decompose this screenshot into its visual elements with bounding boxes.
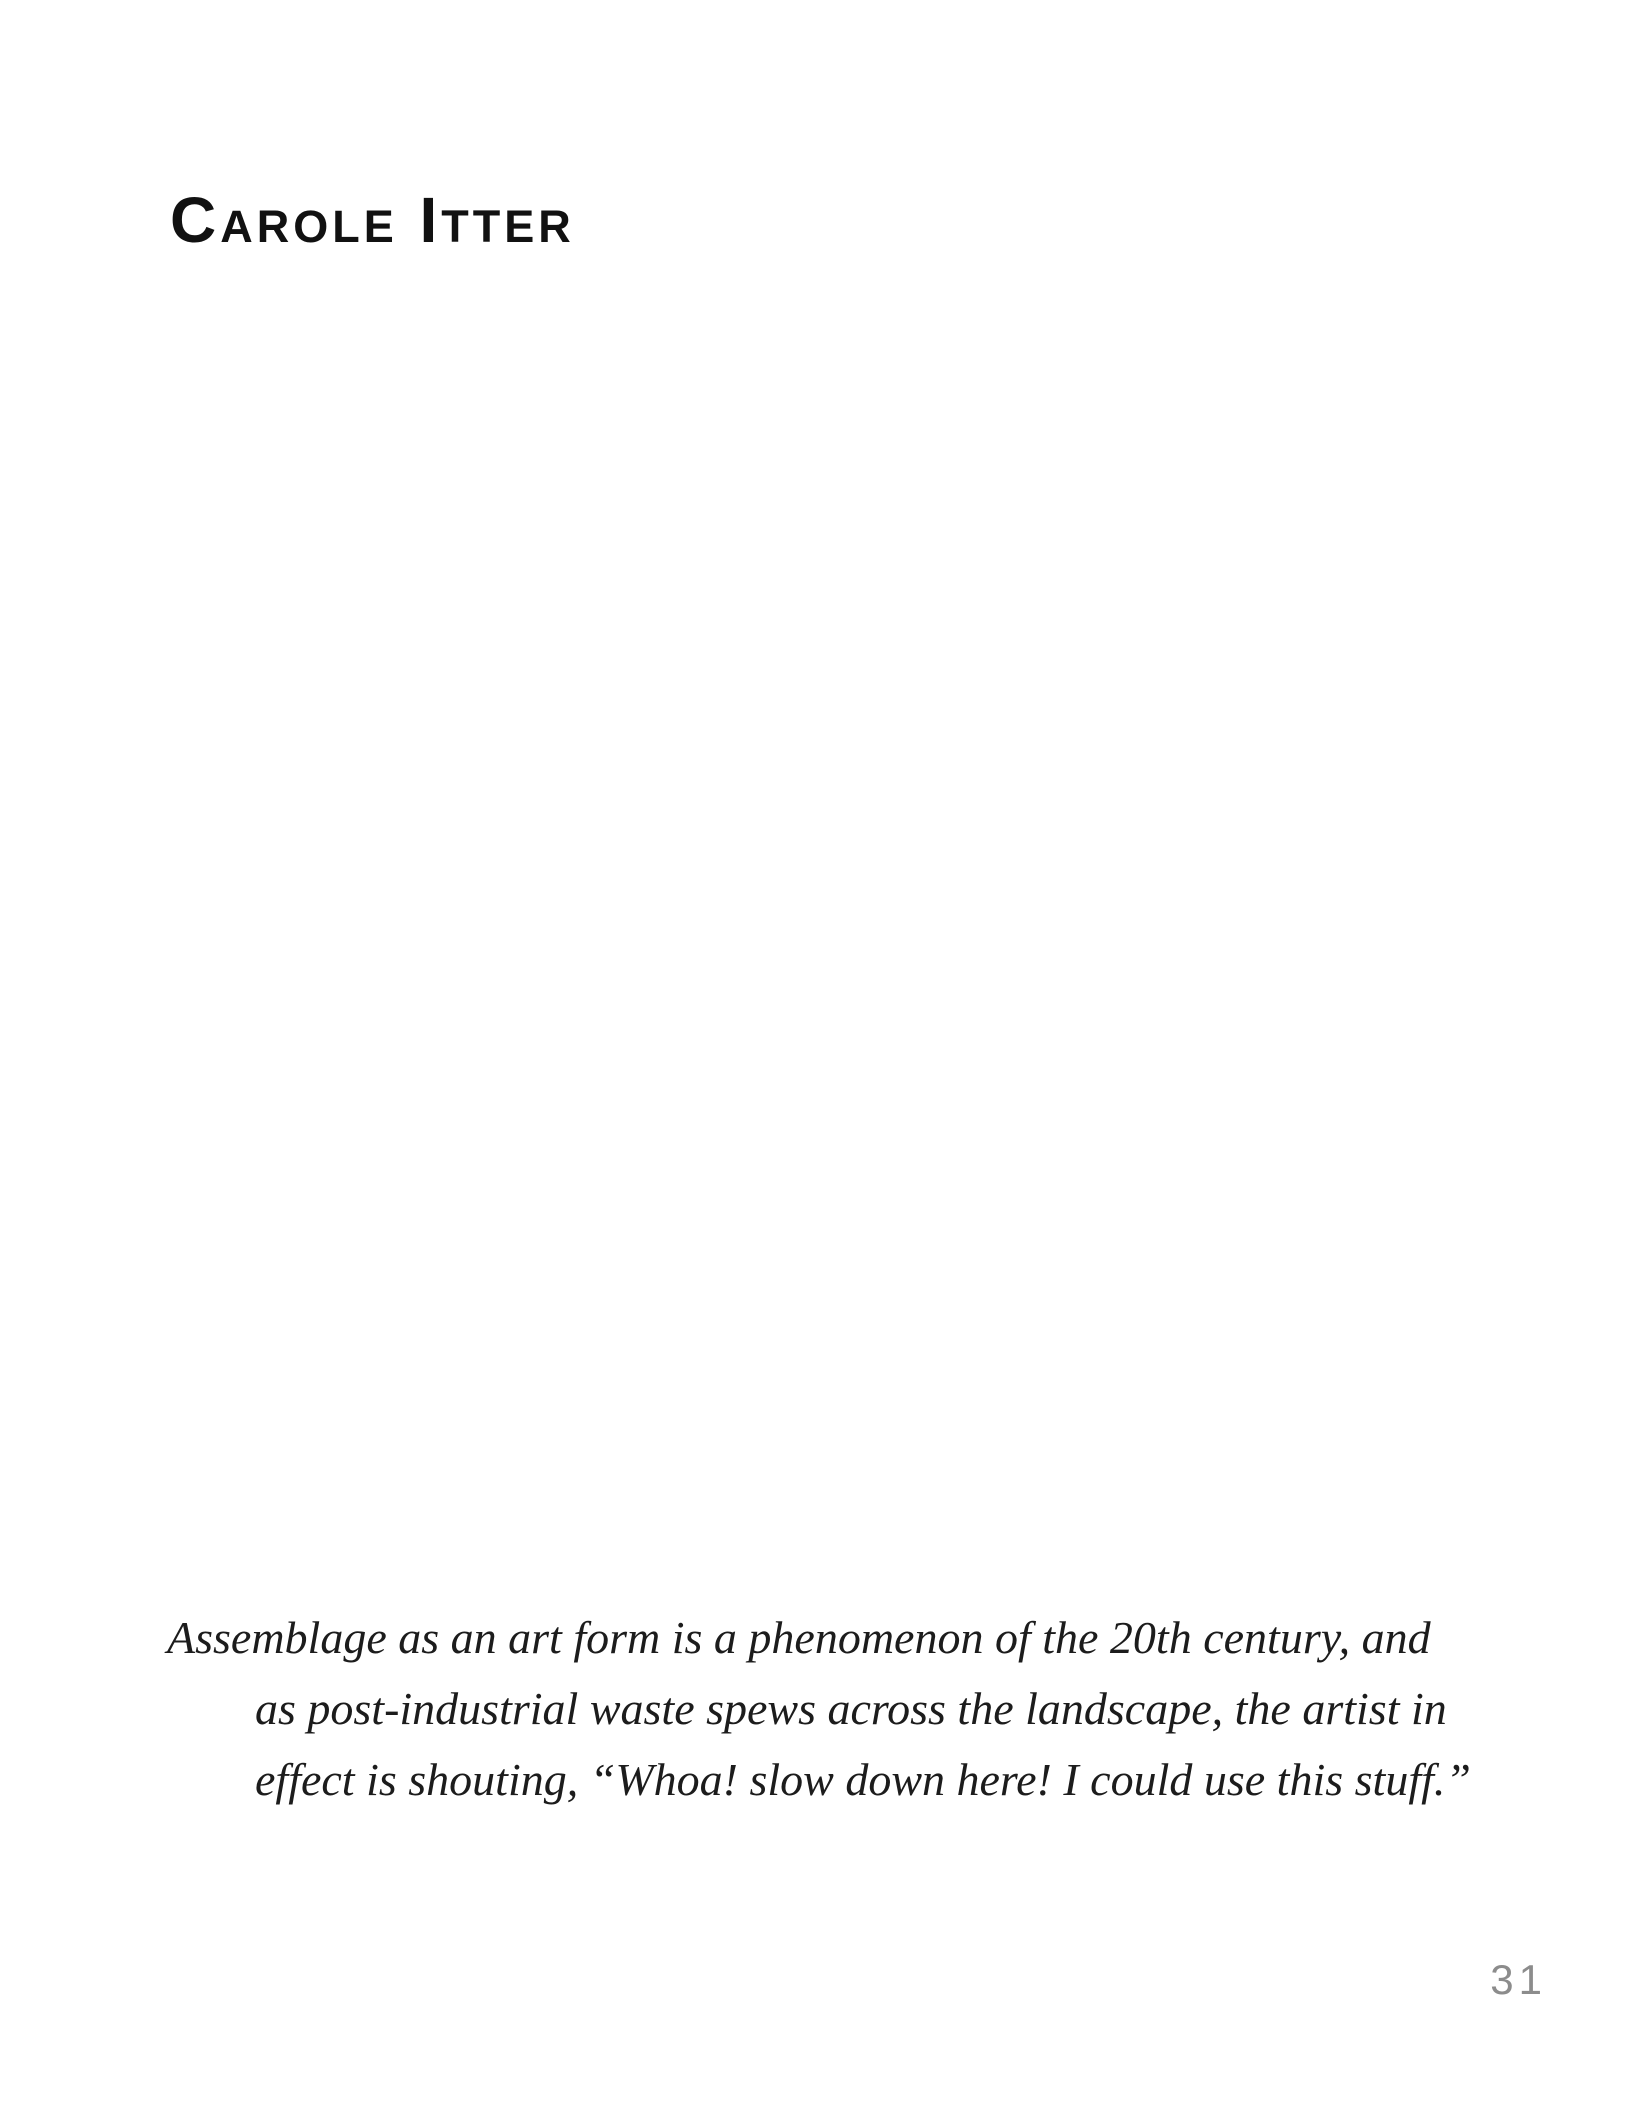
quote-line-1: Assemblage as an art form is a phenomenon of the 20th century, and (167, 1612, 1431, 1663)
epigraph-quote (167, 1602, 1595, 1815)
quote-line-2: as post-industrial waste spews across the landscape, the artist in (255, 1683, 1447, 1734)
quote-line-3: effect is shouting, “Whoa! slow down here! I could use this stuff.” (255, 1754, 1471, 1805)
artist-name-heading: Carole Itter (170, 184, 575, 256)
page-number: 31 (1490, 1956, 1547, 2003)
